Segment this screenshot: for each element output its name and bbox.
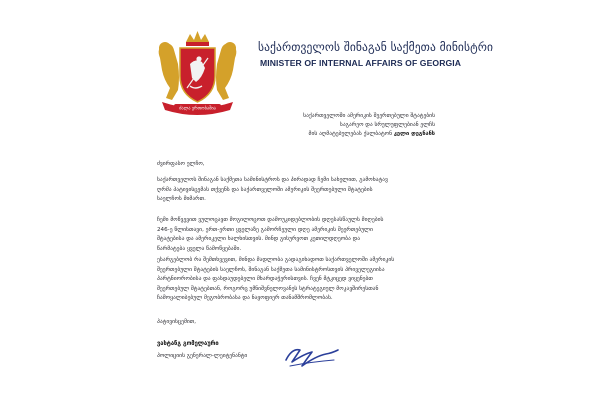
recipient-line-3 bbox=[155, 130, 435, 139]
recipient-name: კელი დეგნანს bbox=[393, 131, 435, 137]
paragraph-2 bbox=[157, 216, 442, 254]
recipient-line-2: საგარეო და სრულუფლებიან ელჩს bbox=[339, 122, 435, 128]
paragraph-line: ესარგებლობ რა შემთხვევით, მინდა მადლობა გადაგიხადოთ საქართველოში ამერიკის bbox=[157, 257, 395, 263]
recipient-line-1: საქართველოში ამერიკის შეერთებული შტატების bbox=[303, 113, 435, 119]
ministry-title-georgian: საქართველოს შინაგან საქმეთა მინისტრი bbox=[258, 40, 494, 54]
paragraph-line: შეერთებულ შტატებთან, როგორც უმნიშვნელოვანეს სტრატეგიულ მოკავშირესთან bbox=[157, 285, 379, 292]
georgia-coat-of-arms-icon bbox=[150, 28, 245, 116]
recipient-honorific: მის აღმატებულებას ქალბატონ bbox=[308, 131, 394, 137]
paragraph-line: საელჩოს მიმართ. bbox=[157, 196, 206, 203]
emblem-motto: ძალა ერთობაშია bbox=[179, 106, 216, 112]
paragraph-3 bbox=[157, 256, 442, 304]
ministry-title-english: MINISTER OF INTERNAL AFFAIRS OF GEORGIA bbox=[260, 58, 462, 68]
paragraph-line: წარმატება ყველა წამოწყებაში. bbox=[157, 245, 242, 252]
paragraph-line: პარტნიორობისა და ფასდაუდებელი მხარდაჭერისთვის. ჩვენ მტკიცედ ვიყენებთ bbox=[157, 276, 373, 283]
signatory-name: ვახტანგ გომელაური bbox=[157, 341, 219, 347]
paragraph-line: 246-ე წლისთავი, ერთ-ერთი ყველაზე გამორჩეული დღე ამერიკის შეერთებული bbox=[157, 226, 373, 233]
paragraph-line: შტატებისა და ამერიკელი ხალხისთვის. მინდ გისურვოთ კეთილდღეობა და bbox=[157, 236, 361, 243]
signature-icon bbox=[282, 340, 342, 372]
paragraph-1 bbox=[157, 176, 442, 205]
paragraph-line: ღრმა პატივისცემას თქვენს და საქართველოში ამერიკის შეერთებული შტატების bbox=[157, 186, 373, 193]
signatory-title: პოლიციის გენერალ-ლეიტენანტი bbox=[157, 353, 248, 359]
recipient-block bbox=[155, 112, 435, 139]
paragraph-line: ჩემი მოწვევით ვულოცავთ მოგილოცოთ დამოუკიდებლობის დღესასწაულს მიღების bbox=[157, 217, 384, 223]
closing: პატივისცემით, bbox=[157, 319, 197, 325]
salutation: ძვირფასო ელჩო, bbox=[157, 161, 205, 167]
paragraph-line: ჩამოყალიბებულ მეგობრობასა და ნაყოფიერ თანამშრომლობას. bbox=[157, 295, 333, 302]
paragraph-line: საქართველოს შინაგან საქმეთა სამინისტროს და პირადად ჩემი სახელით, გამოხატავ bbox=[157, 177, 388, 183]
paragraph-line: შეერთებული შტატების საელჩოს, შინაგან საქმეთა სამინისტროსთვის პრიველეგიისა bbox=[157, 266, 385, 273]
